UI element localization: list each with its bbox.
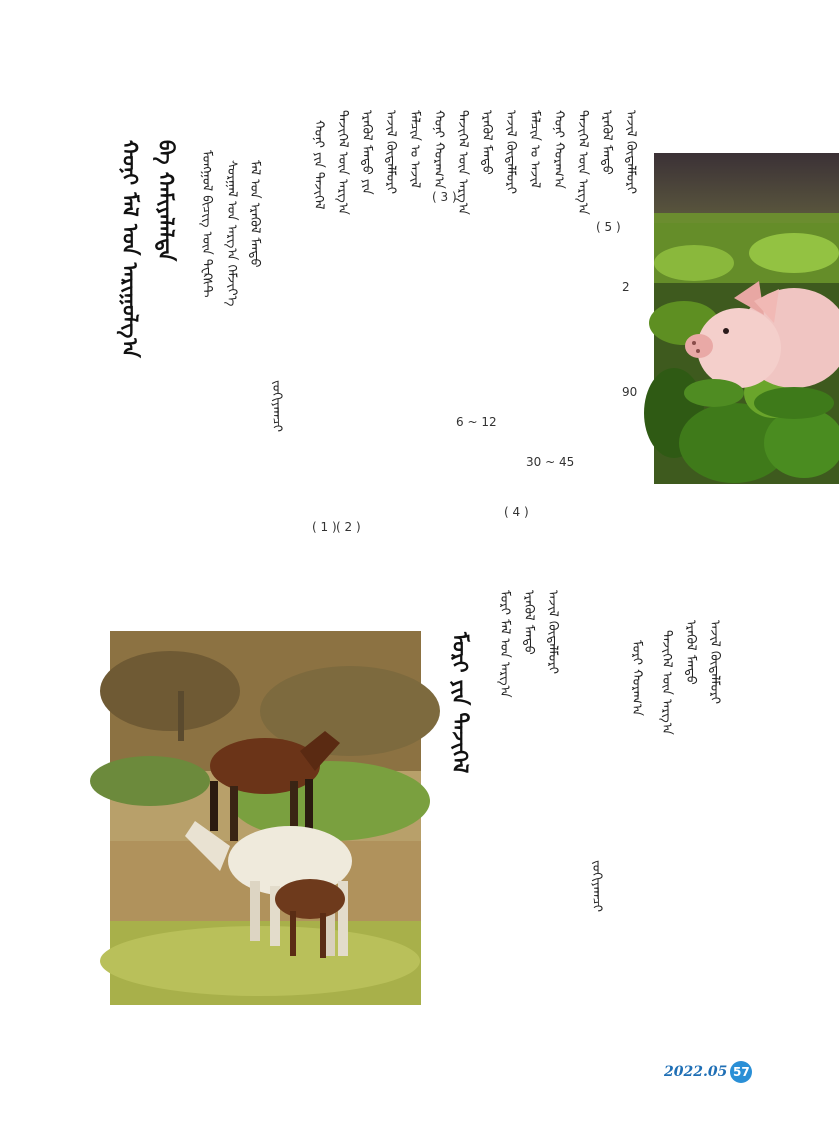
horse-photo (110, 631, 421, 1005)
text-column: ᠮᠠᠯ ᠤᠨ ᠡᠷᠡᠭᠦᠯ ᠮᠡᠨᠳᠦ (247, 160, 262, 268)
article-heading-right-2: ᠪᠠ ᠬᠠᠮᠢᠶᠠᠯᠠᠯᠲᠠ (154, 140, 179, 262)
text-column: ᠠᠵᠢᠯ ᠬᠥᠳᠡᠯᠮᠦᠷᠢ (623, 110, 638, 194)
inline-number: 2 (622, 280, 630, 294)
text-column: ᠲᠡᠵᠢᠭᠡᠯ ᠦᠨ ᠠᠷᠭ᠎ᠠ (575, 110, 590, 215)
text-column: ᠮᠠᠯᠴᠢᠨ ᠤ ᠠᠵᠢᠯ (527, 110, 542, 189)
list-number: ( 5 ) (596, 220, 621, 234)
text-column: ᠬᠣᠨᠢ ᠬᠤᠷᠠᠭ᠎ᠠ (551, 110, 566, 189)
list-number: ( 2 ) (336, 520, 361, 534)
text-column: ᠲᠡᠵᠢᠭᠡᠯ ᠦᠨ ᠠᠷᠭ᠎ᠠ (335, 110, 350, 215)
inline-number: 6 ~ 12 (456, 415, 497, 429)
text-column: ᠲᠡᠵᠢᠭᠡᠯ ᠦᠨ ᠠᠷᠭ᠎ᠠ (659, 630, 674, 735)
author-line: ᠵᠣᠬᠢᠶᠠᠭᠴᠢ (269, 380, 284, 433)
page-footer (664, 1061, 752, 1083)
list-number: ( 4 ) (504, 505, 529, 519)
text-column: ᠡᠷᠡᠭᠦᠯ ᠮᠡᠨᠳᠦ (683, 620, 698, 685)
author-line: ᠵᠣᠬᠢᠶᠠᠭᠴᠢ (589, 860, 604, 913)
text-column: ᠡᠷᠡᠭᠦᠯ ᠮᠡᠨᠳᠦ (521, 590, 536, 655)
text-column: ᠡᠷᠡᠭᠦᠯ ᠮᠡᠨᠳᠦ (479, 110, 494, 175)
inline-number: 90 (622, 385, 638, 399)
list-number: ( 1 ) (312, 520, 337, 534)
text-column: ᠰᠤᠷᠭᠠᠯ ᠤᠨ ᠠᠷᠭ᠎ᠠ ᠬᠡᠮᠵᠢᠶ᠎ᠡ (224, 160, 239, 307)
text-column: ᠠᠵᠢᠯ ᠬᠥᠳᠡᠯᠮᠦᠷᠢ (707, 620, 722, 704)
text-column: ᠠᠵᠢᠯ ᠬᠥᠳᠡᠯᠮᠦᠷᠢ (503, 110, 518, 194)
text-column: ᠡᠷᠡᠭᠦᠯ ᠮᠡᠨᠳᠦ (599, 110, 614, 175)
text-column: ᠲᠡᠵᠢᠭᠡᠯ ᠦᠨ ᠠᠷᠭ᠎ᠠ (455, 110, 470, 215)
inline-number: 30 ~ 45 (526, 455, 575, 469)
text-column: ᠡᠷᠡᠭᠦᠯ ᠮᠡᠨᠳᠦ ᠶᠢᠨ (359, 110, 374, 195)
issue-date: 2022.05 (664, 1064, 728, 1080)
text-column: ᠬᠣᠨᠢ ᠶᠢᠨ ᠲᠡᠵᠢᠭᠡᠯ (311, 120, 326, 210)
text-column: ᠮᠠᠯᠴᠢᠨ ᠤ ᠠᠵᠢᠯ (407, 110, 422, 189)
text-column: ᠠᠵᠢᠯ ᠬᠥᠳᠡᠯᠮᠦᠷᠢ (383, 110, 398, 194)
text-column: ᠠᠵᠢᠯ ᠬᠥᠳᠡᠯᠮᠦᠷᠢ (545, 590, 560, 674)
text-column: ᠮᠣᠩᠭᠣᠯ ᠪᠢᠴᠢᠭ᠌ ᠦᠨ ᠲᠸᠺᠰᠲ (199, 150, 214, 298)
article-heading-left: ᠮᠣᠷᠢ ᠶᠢᠨ ᠲᠡᠵᠢᠭᠡᠯ (448, 632, 473, 774)
text-column: ᠮᠣᠷᠢ ᠮᠠᠯ ᠤᠨ ᠠᠷᠭ᠎ᠠ (497, 590, 512, 698)
text-column: ᠬᠣᠨᠢ ᠬᠤᠷᠠᠭ᠎ᠠ (431, 110, 446, 189)
article-heading-right: ᠬᠣᠨᠢ ᠮᠠᠯ ᠤᠨ ᠠᠷᠢᠭᠤᠯᠭ᠎ᠠ (118, 140, 143, 358)
pig-photo (654, 153, 839, 484)
page-number: 57 (730, 1061, 752, 1083)
text-column: ᠮᠣᠷᠢ ᠬᠤᠷᠠᠭ᠎ᠠ (629, 640, 644, 716)
list-number: ( 3 ) (432, 190, 457, 204)
